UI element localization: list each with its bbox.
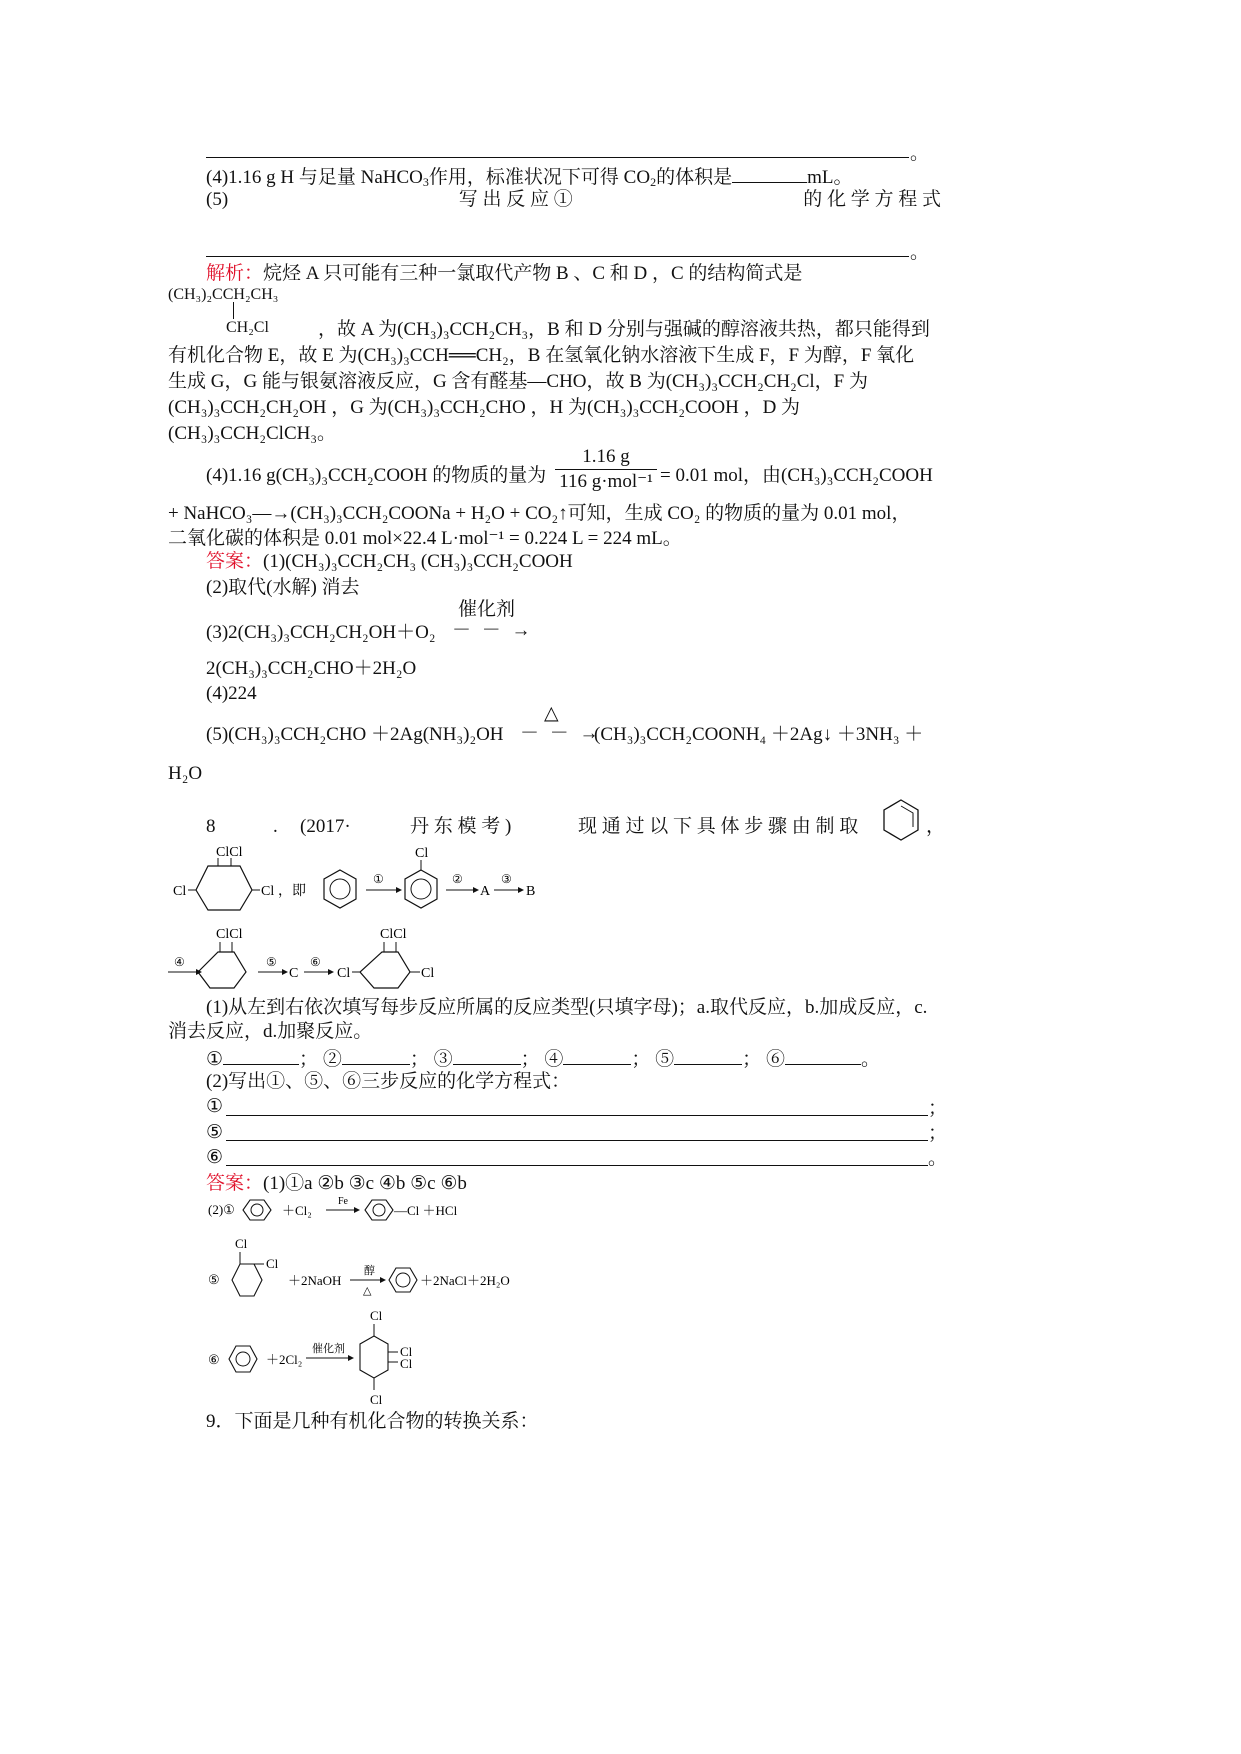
q8-part1-b: 消去反应，d.加聚反应。: [168, 1021, 373, 1042]
blank-6[interactable]: [785, 1045, 861, 1065]
svg-text:Cl: Cl: [337, 966, 351, 981]
blank[interactable]: [732, 163, 807, 183]
eq1-reagent: ＋Cl₂: [282, 1203, 312, 1218]
question-5: (5) 写 出 反 应 ① 的 化 学 方 程 式: [206, 189, 941, 210]
analysis-line-8: + NaHCO₃—→(CH₃)₃CCH₂COONa + H₂O + CO₂↑可知，生成 CO₂ 的物质的量为 0.01 mol，: [168, 503, 911, 524]
period: 。: [928, 1148, 948, 1169]
analysis-line-7b: = 0.01 mol，由(CH₃)₃CCH₂COOH: [660, 465, 933, 486]
blank-4[interactable]: [563, 1045, 631, 1065]
benzene-icon: [389, 1268, 417, 1292]
benzene-icon: [880, 797, 922, 843]
answer-line: [206, 157, 909, 158]
eq6-condition: 催化剂: [312, 1343, 345, 1355]
analysis-line-2: ，故 A 为(CH₃)₃CCH₂CH₃，B 和 D 分别与强碱的醇溶液共热，都只能得到: [318, 319, 930, 340]
analysis-line-4: 生成 G，G 能与银氨溶液反应，G 含有醛基—CHO，故 B 为(CH₃)₃CCH₂CH₂Cl，F 为: [168, 371, 868, 392]
q8-source-b: 丹 东 模 考 ): [410, 816, 512, 837]
fraction: [555, 446, 657, 493]
q8-dot: .: [273, 816, 278, 837]
blank-2[interactable]: [342, 1045, 410, 1065]
answer-line-5b: (CH₃)₃CCH₂COONH₄ ＋2Ag↓ ＋3NH₃ ＋: [594, 724, 924, 745]
answer-equations: [200, 1194, 560, 1408]
eq6-reagent: ＋2Cl₂: [266, 1352, 303, 1367]
answer2-line-1: 答案：(1)①a ②b ③c ④b ⑤c ⑥b: [206, 1173, 467, 1194]
q8-number: 8: [206, 816, 216, 837]
answer-line-1: 答案：(1)(CH₃)₃CCH₂CH₃ (CH₃)₃CCH₂COOH: [206, 551, 573, 572]
answer-line: [206, 256, 909, 257]
q8-part1-a: (1)从左到右依次填写每步反应所属的反应类型(只填字母)；a.取代反应，b.加成反应，c.: [206, 997, 928, 1018]
answer-line-5: (5)(CH₃)₃CCH₂CHO ＋2Ag(NH₃)₂OH: [206, 724, 504, 745]
svg-text:Cl: Cl: [415, 846, 429, 861]
chlorobenzene-icon: [405, 846, 437, 908]
svg-text:ClCl: ClCl: [380, 927, 407, 942]
svg-text:Cl: Cl: [266, 1256, 279, 1271]
eq1-condition: Fe: [338, 1196, 348, 1207]
step-2: ②: [452, 872, 463, 886]
answer-line-eq1[interactable]: [226, 1115, 928, 1116]
compound-c: C: [289, 966, 299, 981]
cl-label: Cl: [173, 884, 187, 899]
analysis-line-5: (CH₃)₃CCH₂CH₂OH ，G 为(CH₃)₃CCH₂CHO ，H 为(CH₃)₃CCH₂COOH ，D 为: [168, 397, 801, 418]
svg-text:Cl: Cl: [370, 1392, 383, 1407]
q8-comma: ，: [926, 816, 946, 837]
eq1-prefix: (2)①: [208, 1202, 235, 1217]
cl-label: ClCl: [216, 845, 243, 860]
answer-line-4: (4)224: [206, 683, 257, 704]
step-5: ⑤: [266, 955, 277, 969]
step-6: ⑥: [310, 955, 321, 969]
svg-text:Cl: Cl: [370, 1308, 383, 1323]
structure-bottom: CH₂Cl: [226, 319, 269, 336]
structure-top: (CH₃)₂CCH₂CH₃: [168, 286, 279, 303]
eq6-prefix: ⑥: [208, 1352, 220, 1367]
step-1: ①: [373, 872, 384, 886]
reaction-arrow: － － →: [452, 620, 534, 641]
semicolon: ；: [928, 1123, 948, 1144]
answer-line-3b: 2(CH₃)₃CCH₂CHO＋2H₂O: [206, 658, 417, 679]
analysis-line-7: (4)1.16 g(CH₃)₃CCH₂COOH 的物质的量为: [206, 465, 547, 486]
question-9: 9．下面是几种有机化合物的转换关系：: [206, 1411, 539, 1432]
svg-text:Cl: Cl: [235, 1236, 248, 1251]
cl-label: Cl: [261, 884, 275, 899]
step-4: ④: [174, 955, 185, 969]
answer-line-5c: H₂O: [168, 763, 203, 784]
benzene-icon: [324, 870, 356, 908]
answer-line-eq6[interactable]: [226, 1165, 928, 1166]
fraction-bar: [555, 469, 657, 470]
answer-label: 答案：: [206, 551, 264, 572]
eq5-product: ＋2NaCl＋2H₂O: [420, 1273, 510, 1288]
blank-5[interactable]: [674, 1045, 742, 1065]
eq-label-6: ⑥: [206, 1147, 224, 1168]
ji-label: ，即: [278, 884, 306, 899]
eq5-prefix: ⑤: [208, 1272, 220, 1287]
blank-1[interactable]: [223, 1045, 299, 1065]
reaction-scheme-row2: [168, 922, 468, 990]
analysis-line-1: 解析：烷烃 A 只可能有三种一氯取代产物 B 、C 和 D ，C 的结构简式是: [206, 263, 803, 284]
dichlorocyclohexane-icon: [232, 1236, 279, 1296]
q8-part2: (2)写出①、⑤、⑥三步反应的化学方程式：: [206, 1071, 571, 1092]
benzene-icon: [229, 1346, 257, 1372]
period: 。: [910, 242, 930, 263]
chlorobenzene-icon: [365, 1200, 393, 1220]
dichlorocyclohexane-icon: [198, 927, 246, 988]
heat-symbol: △: [544, 703, 559, 724]
eq5-cond-bottom: △: [363, 1285, 372, 1297]
tetrachlorocyclohexane-icon: [360, 1308, 413, 1407]
reaction-arrow: － － →: [520, 723, 602, 744]
catalyst-label: 催化剂: [458, 599, 516, 620]
fill-blanks-row: ① ； ② ； ③ ； ④ ； ⑤ ； ⑥ 。: [206, 1045, 880, 1072]
eq-label-1: ①: [206, 1096, 224, 1117]
blank-3[interactable]: [453, 1045, 521, 1065]
tetrachlorocyclohexane-icon: [337, 927, 434, 988]
step-3: ③: [501, 872, 512, 886]
semicolon: ；: [928, 1098, 948, 1119]
answer-line-2: (2)取代(水解) 消去: [206, 577, 360, 598]
reaction-scheme-row1: [168, 840, 548, 920]
benzene-icon: [243, 1200, 271, 1220]
svg-text:ClCl: ClCl: [216, 927, 243, 942]
period: 。: [910, 143, 930, 164]
svg-text:Cl: Cl: [400, 1356, 413, 1371]
answer-line-eq5[interactable]: [226, 1140, 928, 1141]
eq5-cond-top: 醇: [364, 1265, 375, 1277]
q8-text: 现 通 过 以 下 具 体 步 骤 由 制 取: [578, 816, 859, 837]
answer-label: 答案：: [206, 1173, 264, 1194]
question-4: (4)1.16 g H 与足量 NaHCO$_3$作用，标准状况下可得 $CO_2$的体积是 mL。: [206, 163, 852, 190]
answer-line-3: (3)2(CH₃)₃CCH₂CH₂OH＋O₂: [206, 622, 436, 643]
eq5-reagent: ＋2NaOH: [288, 1273, 342, 1288]
eq1-product: —Cl ＋HCl: [394, 1203, 458, 1218]
fraction-denominator: 116 g·mol⁻¹: [559, 471, 653, 492]
eq-label-5: ⑤: [206, 1122, 224, 1143]
analysis-line-6: (CH₃)₃CCH₂ClCH₃。: [168, 423, 336, 444]
compound-b: B: [526, 884, 536, 899]
svg-text:Cl: Cl: [400, 1344, 413, 1359]
tetrachlorocyclohexane-icon: [173, 845, 274, 910]
svg-text:Cl: Cl: [421, 966, 435, 981]
analysis-line-9: 二氧化碳的体积是 0.01 mol×22.4 L·mol⁻¹ = 0.224 L = 224 mL。: [168, 528, 682, 549]
compound-a: A: [480, 884, 491, 899]
analysis-line-3: 有机化合物 E，故 E 为(CH₃)₃CCH══CH₂，B 在氢氧化钠水溶液下生成 F，F 为醇，F 氧化: [168, 345, 915, 366]
fraction-numerator: 1.16 g: [582, 446, 630, 467]
analysis-label: 解析：: [206, 263, 264, 284]
q8-source-a: (2017·: [300, 816, 351, 837]
